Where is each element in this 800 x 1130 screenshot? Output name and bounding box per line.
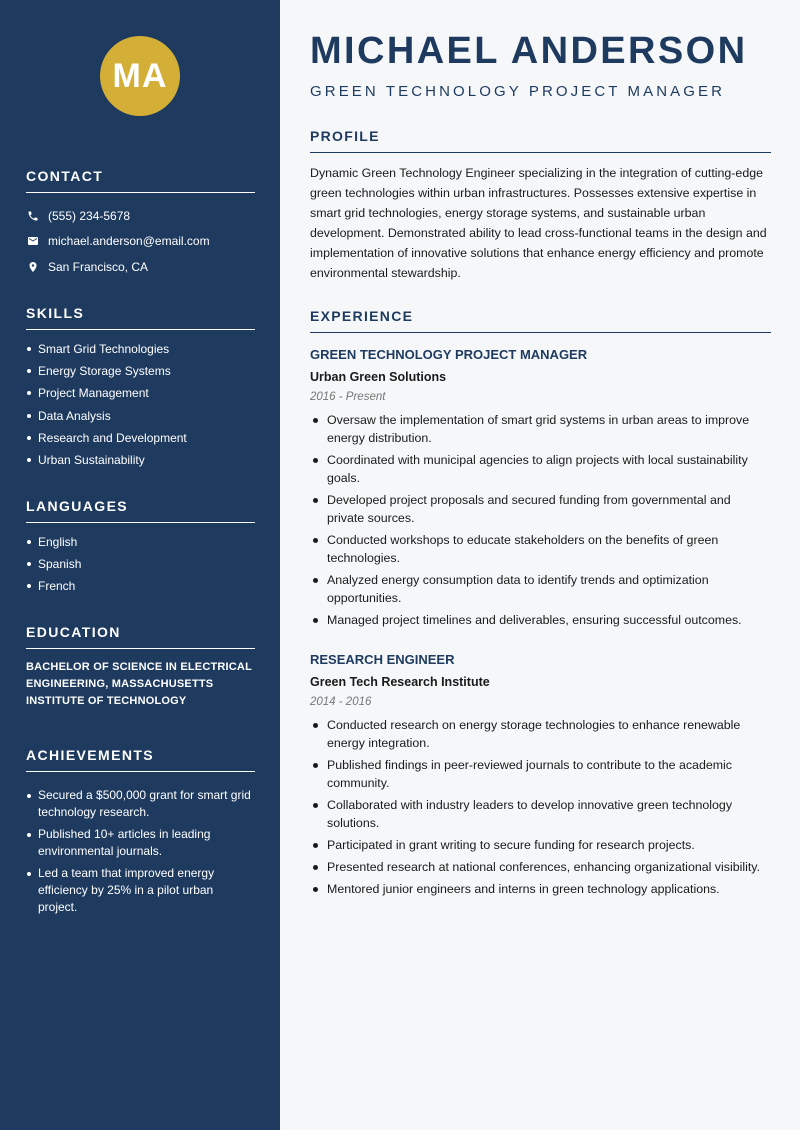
skill-item: Urban Sustainability [26,451,255,473]
candidate-name: MICHAEL ANDERSON [310,30,748,72]
job-title: RESEARCH ENGINEER [310,652,455,667]
candidate-title: GREEN TECHNOLOGY PROJECT MANAGER [310,83,726,100]
email-icon [26,235,39,248]
contact-section [26,168,255,280]
skill-item: Smart Grid Technologies [26,340,255,362]
language-item: Spanish [26,555,255,577]
contact-location [26,254,255,280]
languages-list [26,533,255,600]
job-bullet: Coordinated with municipal agencies to align projects with local sustainability goals. [310,451,771,487]
education-heading: EDUCATION [26,624,255,649]
profile-heading: PROFILE [310,128,771,153]
job-bullet: Collaborated with industry leaders to develop innovative green technology solutions. [310,796,771,832]
achievements-section [26,747,255,921]
phone-icon [26,209,39,222]
job-bullet: Oversaw the implementation of smart grid systems in urban areas to improve energy distribution. [310,411,771,447]
language-item: French [26,577,255,599]
job-company: Green Tech Research Institute [310,675,490,689]
job-dates: 2016 - Present [310,391,386,403]
experience-heading: EXPERIENCE [310,308,771,333]
skills-section [26,305,255,473]
skill-item: Data Analysis [26,407,255,429]
initials-avatar: MA [100,36,180,116]
job-bullets [310,716,771,898]
job-company: Urban Green Solutions [310,370,447,384]
profile-text: Dynamic Green Technology Engineer specializing in the integration of cutting-edge green technologies within urban infrastructures. Possesses extensive expertise in smart grid technologies, energy storage systems, and sustainable urban development. Demonstrated ability to lead cross-functional teams in the design and implementation of innovative solutions that enhance energy efficiency and promote environmental stewardship. [310,166,767,280]
job-bullet: Analyzed energy consumption data to identify trends and optimization opportunities. [310,571,771,607]
job-bullet: Mentored junior engineers and interns in green technology applications. [310,880,771,898]
job-bullet: Participated in grant writing to secure funding for research projects. [310,836,771,854]
job-bullet: Managed project timelines and deliverables, ensuring successful outcomes. [310,611,771,629]
skills-heading: SKILLS [26,305,255,330]
achievement-item: Secured a $500,000 grant for smart grid technology research. [26,787,255,821]
achievements-heading: ACHIEVEMENTS [26,747,255,772]
contact-heading: CONTACT [26,168,255,193]
skill-item: Energy Storage Systems [26,362,255,384]
job-bullet: Conducted workshops to educate stakeholders on the benefits of green technologies. [310,531,771,567]
job-entry [310,651,771,902]
sidebar [0,0,280,1130]
skills-list [26,340,255,473]
phone-text[interactable]: (555) 234-5678 [48,208,131,223]
email-text[interactable]: michael.anderson@email.com [48,234,210,249]
job-title: GREEN TECHNOLOGY PROJECT MANAGER [310,347,588,362]
job-bullet: Conducted research on energy storage technologies to enhance renewable energy integration. [310,716,771,752]
skill-item: Research and Development [26,429,255,451]
languages-heading: LANGUAGES [26,498,255,523]
achievements-list [26,787,255,916]
profile-section [310,128,771,283]
job-bullet: Published findings in peer-reviewed journals to contribute to the academic community. [310,756,771,792]
job-entry [310,346,771,633]
education-degree: BACHELOR OF SCIENCE IN ELECTRICAL ENGINEERING, MASSACHUSETTS INSTITUTE OF TECHNOLOGY [26,661,252,707]
education-section [26,624,255,710]
languages-section [26,498,255,600]
job-bullet: Presented research at national conferences, enhancing organizational visibility. [310,858,771,876]
job-bullets [310,411,771,629]
job-bullet: Developed project proposals and secured funding from governmental and private sources. [310,491,771,527]
achievement-item: Led a team that improved energy efficiency by 25% in a pilot urban project. [26,865,255,916]
location-text: San Francisco, CA [48,259,149,274]
contact-phone [26,203,255,229]
skill-item: Project Management [26,384,255,406]
job-dates: 2014 - 2016 [310,696,372,708]
achievement-item: Published 10+ articles in leading environmental journals. [26,826,255,860]
location-pin-icon [26,260,39,273]
language-item: English [26,533,255,555]
experience-section [310,308,771,333]
contact-email [26,229,255,255]
